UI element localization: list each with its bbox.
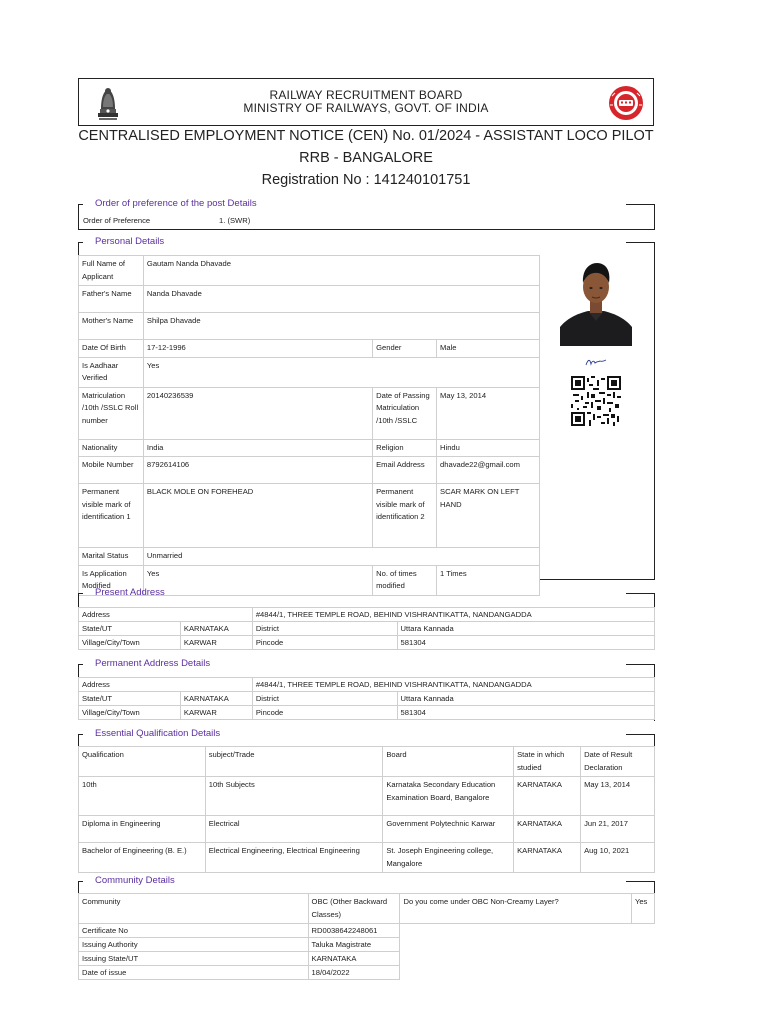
present-pincode-value: 581304 [397,636,654,650]
present-state-value: KARNATAKA [180,622,252,636]
applicant-signature [584,355,608,367]
table-row [79,816,655,843]
full-name-label: Full Name of Applicant [79,256,144,286]
religion-label: Religion [373,439,437,457]
qualification-col-header: Qualification [79,747,206,777]
matric-roll-value: 20140236539 [143,387,372,439]
present-address-section-title: Present Address [95,587,165,598]
authority-label: Issuing Authority [79,938,309,952]
nationality-label: Nationality [79,439,144,457]
marital-value: Unmarried [143,548,539,566]
modified-value: Yes [143,565,372,595]
table-cell: Bachelor of Engineering (B. E.) [79,843,206,873]
preference-section-title: Order of preference of the post Details [95,198,257,209]
qualification-header-row [79,747,655,777]
dob-label: Date Of Birth [79,340,144,358]
result-date-col-header: Date of Result Declaration [581,747,655,777]
aadhaar-value: Yes [143,357,539,387]
qualification-table [78,746,655,873]
permanent-address-section-title: Permanent Address Details [95,658,211,669]
qr-code-icon [571,376,621,426]
table-cell: May 13, 2014 [581,777,655,816]
certificate-value: RD0038642248061 [308,924,400,938]
table-cell: St. Joseph Engineering college, Mangalore [383,843,514,873]
permanent-city-value: KARWAR [180,706,252,720]
table-cell: KARNATAKA [514,777,581,816]
community-section-title: Community Details [95,875,175,886]
modified-label: Is Application Modified [79,565,144,595]
qualification-section-title: Essential Qualification Details [95,728,221,739]
mark2-value: SCAR MARK ON LEFT HAND [437,484,540,548]
marital-label: Marital Status [79,548,144,566]
preference-value: 1. (SWR) [219,216,251,225]
issuing-state-label: Issuing State/UT [79,952,309,966]
permanent-state-value: KARNATAKA [180,692,252,706]
permanent-address-label: Address [79,678,253,692]
issue-date-value: 18/04/2022 [308,966,400,980]
present-address-label: Address [79,608,253,622]
present-state-label: State/UT [79,622,181,636]
header-box [78,78,654,126]
matric-date-value: May 13, 2014 [437,387,540,439]
certificate-label: Certificate No [79,924,309,938]
issuing-state-value: KARNATAKA [308,952,400,966]
applicant-photo [560,255,632,346]
table-row [79,777,655,816]
present-district-label: District [252,622,397,636]
permanent-state-label: State/UT [79,692,181,706]
permanent-district-label: District [252,692,397,706]
present-city-value: KARWAR [180,636,252,650]
rrb-name: RRB - BANGALORE [299,150,433,166]
permanent-district-value: Uttara Kannada [397,692,654,706]
table-row [79,843,655,873]
permanent-pincode-label: Pincode [252,706,397,720]
present-address-value: #4844/1, THREE TEMPLE ROAD, BEHIND VISHRANTIKATTA, NANDANGADDA [252,608,654,622]
table-cell: 10th [79,777,206,816]
gender-label: Gender [373,340,437,358]
times-modified-label: No. of times modified [373,565,437,595]
nationality-value: India [143,439,372,457]
matric-roll-label: Matriculation /10th /SSLC Roll number [79,387,144,439]
community-label: Community [79,894,309,924]
matric-date-label: Date of Passing Matriculation /10th /SSLC [373,387,437,439]
gender-value: Male [437,340,540,358]
email-label: Email Address [373,457,437,484]
table-cell: Aug 10, 2021 [581,843,655,873]
religion-value: Hindu [437,439,540,457]
dob-value: 17-12-1996 [143,340,372,358]
community-table [78,893,655,980]
mobile-label: Mobile Number [79,457,144,484]
subject-col-header: subject/Trade [205,747,383,777]
board-col-header: Board [383,747,514,777]
aadhaar-label: Is Aadhaar Verified [79,357,144,387]
personal-details-table [78,255,540,596]
table-cell: Electrical [205,816,383,843]
mark2-label: Permanent visible mark of identification 2 [373,484,437,548]
issue-date-label: Date of issue [79,966,309,980]
permanent-address-value: #4844/1, THREE TEMPLE ROAD, BEHIND VISHRANTIKATTA, NANDANGADDA [252,678,654,692]
table-cell: KARNATAKA [514,816,581,843]
father-name-label: Father's Name [79,286,144,313]
registration-number: Registration No : 141240101751 [261,172,471,188]
state-col-header: State in which studied [514,747,581,777]
preference-label: Order of Preference [83,216,151,225]
table-cell: Government Polytechnic Karwar [383,816,514,843]
mother-name-label: Mother's Name [79,313,144,340]
father-name-value: Nanda Dhavade [143,286,539,313]
table-cell: KARNATAKA [514,843,581,873]
mark1-value: BLACK MOLE ON FOREHEAD [143,484,372,548]
authority-value: Taluka Magistrate [308,938,400,952]
table-cell: Jun 21, 2017 [581,816,655,843]
table-cell: Electrical Engineering, Electrical Engineering [205,843,383,873]
present-district-value: Uttara Kannada [397,622,654,636]
email-value: dhavade22@gmail.com [437,457,540,484]
notice-title: CENTRALISED EMPLOYMENT NOTICE (CEN) No. 01/2024 - ASSISTANT LOCO PILOT [78,128,654,144]
mother-name-value: Shilpa Dhavade [143,313,539,340]
personal-section-title: Personal Details [95,236,165,247]
permanent-city-label: Village/City/Town [79,706,181,720]
full-name-value: Gautam Nanda Dhavade [143,256,539,286]
community-value: OBC (Other Backward Classes) [308,894,400,924]
mobile-value: 8792614106 [143,457,372,484]
indian-railways-logo-icon [603,85,649,121]
ministry-title: MINISTRY OF RAILWAYS, GOVT. OF INDIA [243,101,489,115]
times-modified-value: 1 Times [437,565,540,595]
section-right-line [626,204,655,205]
noncreamy-value: Yes [631,894,654,924]
permanent-address-table [78,677,655,720]
table-cell: Diploma in Engineering [79,816,206,843]
present-address-table [78,607,655,650]
mark1-label: Permanent visible mark of identification 1 [79,484,144,548]
permanent-pincode-value: 581304 [397,706,654,720]
present-city-label: Village/City/Town [79,636,181,650]
present-pincode-label: Pincode [252,636,397,650]
table-cell: 10th Subjects [205,777,383,816]
noncreamy-label: Do you come under OBC Non-Creamy Layer? [400,894,632,924]
table-cell: Karnataka Secondary Education Examination Board, Bangalore [383,777,514,816]
board-title: RAILWAY RECRUITMENT BOARD [269,88,463,102]
